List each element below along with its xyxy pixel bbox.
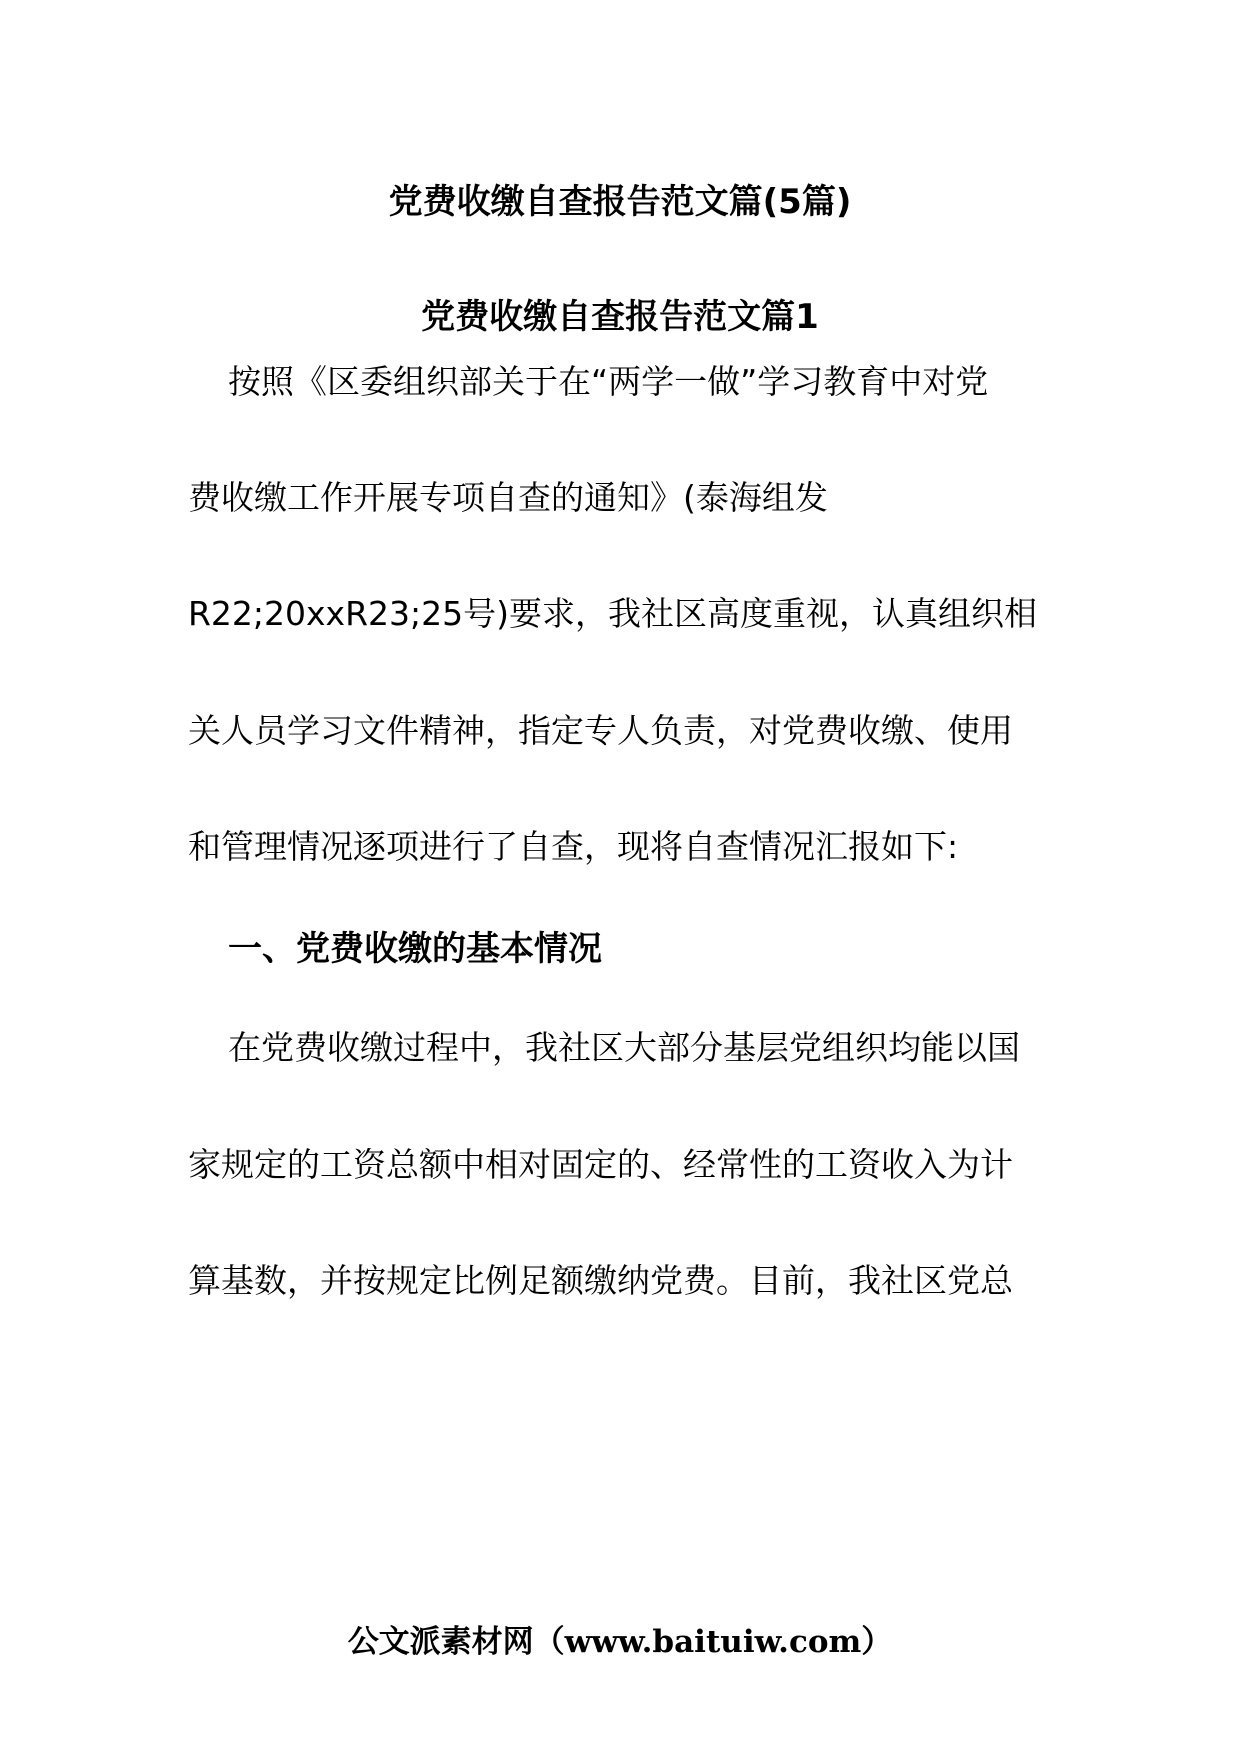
footer-source: 公文派素材网（www.baituiw.com） xyxy=(347,1624,893,1660)
paragraph-line: 在党费收缴过程中，我社区大部分基层党组织均能以国 xyxy=(228,1028,1020,1067)
paragraph-line: 费收缴工作开展专项自查的通知》(泰海组发 xyxy=(188,478,828,517)
paragraph-line: 关人员学习文件精神，指定专人负责，对党费收缴、使用 xyxy=(188,711,1013,750)
paragraph-line: 家规定的工资总额中相对固定的、经常性的工资收入为计 xyxy=(188,1145,1013,1184)
paragraph-line: 算基数，并按规定比例足额缴纳党费。目前，我社区党总 xyxy=(188,1261,1013,1300)
document-title: 党费收缴自查报告范文篇(5篇) xyxy=(388,182,852,222)
paragraph-line: 按照《区委组织部关于在“两学一做”学习教育中对党 xyxy=(228,362,989,401)
document-subtitle: 党费收缴自查报告范文篇1 xyxy=(421,297,819,337)
section-heading: 一、党费收缴的基本情况 xyxy=(228,929,602,969)
paragraph-line: R22;20xxR23;25号)要求，我社区高度重视，认真组织相 xyxy=(188,594,1037,633)
paragraph-line: 和管理情况逐项进行了自查，现将自查情况汇报如下: xyxy=(188,827,959,866)
